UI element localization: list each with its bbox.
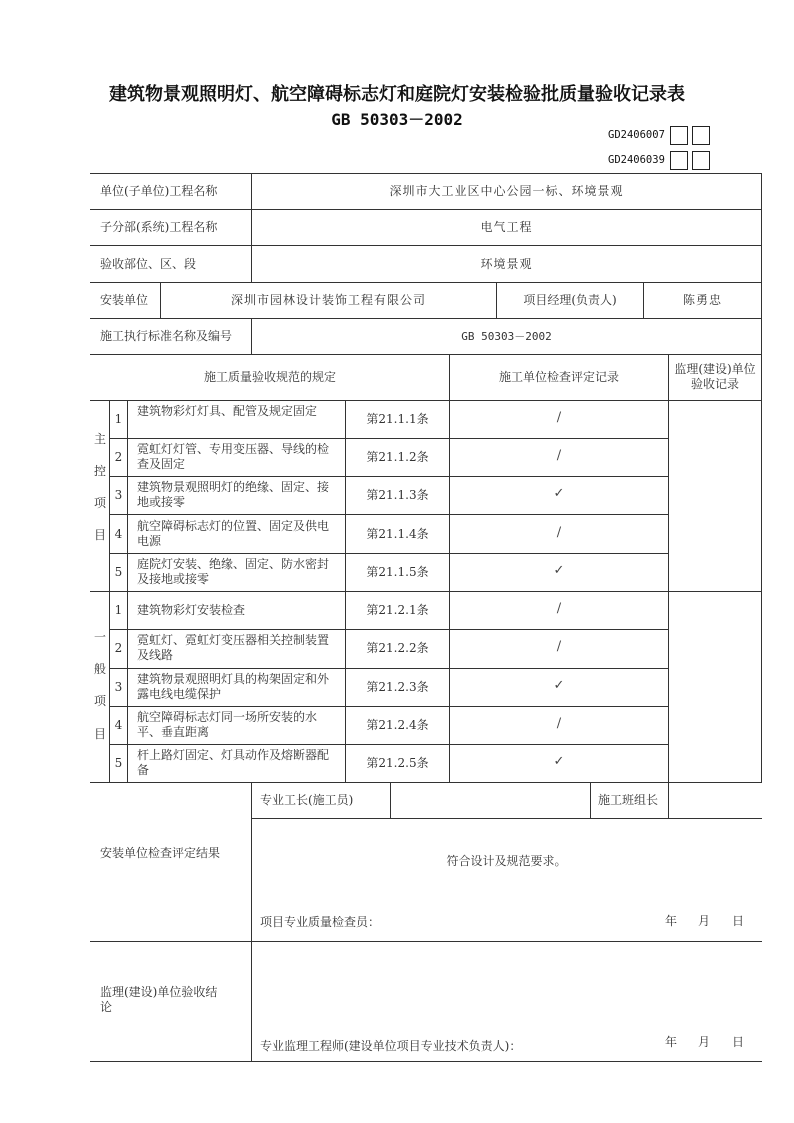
engineer-label: 专业监理工程师(建设单位项目专业技术负责人)：: [260, 1039, 522, 1053]
standard-code: GB 50303－2002: [331, 110, 463, 129]
item-clause: 第21.1.3条: [366, 488, 429, 502]
item-description: 霓虹灯、霓虹灯变压器相关控制装置及线路: [137, 633, 330, 662]
column-header-spec: 施工质量验收规范的规定: [203, 370, 336, 384]
item-description: 航空障碍标志灯同一场所安装的水平、垂直距离: [137, 710, 318, 739]
item-clause: 第21.2.3条: [366, 680, 429, 694]
check-mark[interactable]: /: [556, 448, 562, 463]
main-items-label: 主: [94, 432, 107, 446]
item-clause: 第21.2.2条: [366, 641, 429, 655]
item-number: 4: [114, 527, 123, 541]
sub-project-value[interactable]: 电气工程: [480, 220, 533, 234]
form-code-2: GD2406039: [608, 154, 665, 166]
foreman-label: 专业工长(施工员): [260, 793, 354, 807]
general-items-label: 目: [94, 727, 107, 741]
general-items-label: 项: [94, 694, 107, 708]
form-code-box[interactable]: [670, 126, 688, 145]
item-description: 建筑物景观照明灯的绝缘、固定、接地或接零: [137, 480, 330, 509]
item-description: 建筑物景观照明灯具的构架固定和外露电线电缆保护: [137, 672, 330, 701]
main-items-label: 目: [94, 528, 107, 542]
date-year-label: 年: [665, 914, 678, 928]
item-clause: 第21.2.5条: [366, 756, 429, 770]
item-description: 航空障碍标志灯的位置、固定及供电电源: [137, 519, 330, 548]
check-mark[interactable]: /: [556, 410, 562, 425]
item-number: 3: [114, 680, 123, 694]
sub-project-label: 子分部(系统)工程名称: [100, 220, 218, 234]
date-month-label: 月: [698, 1035, 711, 1049]
install-unit-value[interactable]: 深圳市园林设计装饰工程有限公司: [230, 293, 426, 307]
check-mark[interactable]: /: [556, 639, 562, 654]
date-year-label: 年: [665, 1035, 678, 1049]
unit-project-label: 单位(子单位)工程名称: [100, 184, 218, 198]
item-description: 庭院灯安装、绝缘、固定、防水密封及接地或接零: [137, 557, 330, 586]
item-clause: 第21.1.2条: [366, 450, 429, 464]
acceptance-part-value[interactable]: 环境景观: [480, 257, 533, 271]
unit-project-value[interactable]: 深圳市大工业区中心公园一标、环境景观: [389, 184, 624, 198]
install-check-result[interactable]: 符合设计及规范要求。: [446, 854, 567, 868]
item-number: 2: [114, 450, 123, 464]
date-day-label: 日: [732, 914, 745, 928]
item-description: 建筑物彩灯灯具、配管及规定固定: [137, 404, 318, 418]
team-leader-label: 施工班组长: [598, 793, 659, 807]
item-clause: 第21.2.1条: [366, 603, 429, 617]
inspector-label: 项目专业质量检查员：: [260, 915, 381, 929]
check-mark[interactable]: ✓: [553, 678, 565, 693]
manager-label: 项目经理(负责人): [523, 293, 617, 307]
item-clause: 第21.2.4条: [366, 718, 429, 732]
column-header-record: 施工单位检查评定记录: [498, 370, 619, 384]
form-code-box[interactable]: [692, 126, 710, 145]
form-title: 建筑物景观照明灯、航空障碍标志灯和庭院灯安装检验批质量验收记录表: [109, 84, 685, 105]
acceptance-part-label: 验收部位、区、段: [100, 257, 197, 271]
item-number: 1: [114, 412, 123, 426]
date-month-label: 月: [698, 914, 711, 928]
main-items-label: 项: [94, 496, 107, 510]
supervision-label: 监理(建设)单位验收结论: [100, 985, 218, 1014]
item-number: 5: [114, 756, 123, 770]
item-number: 2: [114, 641, 123, 655]
install-check-label: 安装单位检查评定结果: [100, 846, 221, 860]
item-number: 4: [114, 718, 123, 732]
standard-label: 施工执行标准名称及编号: [100, 329, 233, 343]
item-clause: 第21.1.1条: [366, 412, 429, 426]
check-mark[interactable]: ✓: [553, 563, 565, 578]
form-code-1: GD2406007: [608, 129, 665, 141]
check-mark[interactable]: /: [556, 525, 562, 540]
item-description: 霓虹灯灯管、专用变压器、导线的检查及固定: [137, 442, 330, 471]
item-description: 杆上路灯固定、灯具动作及熔断器配备: [137, 748, 330, 777]
date-day-label: 日: [732, 1035, 745, 1049]
install-unit-label: 安装单位: [100, 293, 149, 307]
item-clause: 第21.1.4条: [366, 527, 429, 541]
item-number: 1: [114, 603, 123, 617]
check-mark[interactable]: /: [556, 601, 562, 616]
item-clause: 第21.1.5条: [366, 565, 429, 579]
manager-value[interactable]: 陈勇忠: [682, 293, 722, 307]
form-code-box[interactable]: [692, 151, 710, 170]
general-items-label: 一: [94, 630, 107, 644]
check-mark[interactable]: ✓: [553, 486, 565, 501]
item-number: 5: [114, 565, 123, 579]
standard-value[interactable]: GB 50303－2002: [461, 330, 552, 343]
check-mark[interactable]: /: [556, 716, 562, 731]
column-header-supervision: 监理(建设)单位验收记录: [674, 362, 756, 391]
main-items-label: 控: [94, 464, 107, 478]
general-items-label: 般: [94, 662, 107, 676]
item-description: 建筑物彩灯安装检查: [137, 603, 246, 617]
form-code-box[interactable]: [670, 151, 688, 170]
check-mark[interactable]: ✓: [553, 754, 565, 769]
item-number: 3: [114, 488, 123, 502]
